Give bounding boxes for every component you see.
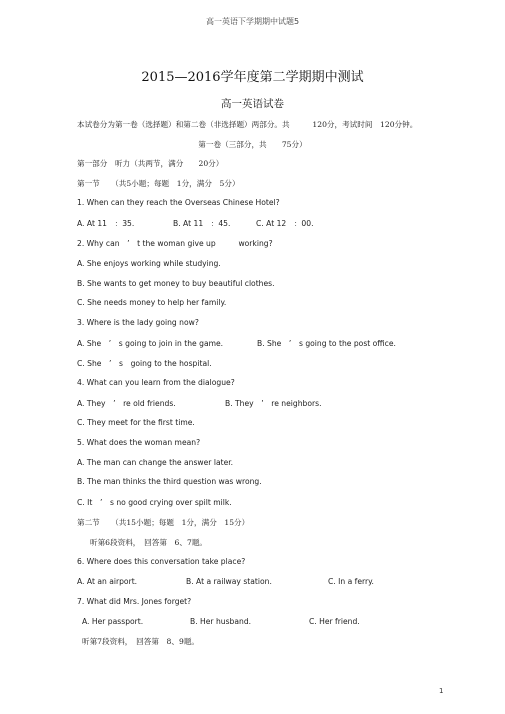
question-3-option-a: A. She ’ s going to join in the game. xyxy=(77,339,224,348)
listening-instruction-6: 听第6段资料， 回答第 6、7题。 xyxy=(90,538,208,547)
question-1-option-b: B. At 11 ：45. xyxy=(173,219,231,228)
part-one-heading: 第一部分 听力（共两节，满分 20分） xyxy=(77,159,224,168)
page-number: 1 xyxy=(439,687,444,695)
question-5-stem: 5. What does the woman mean? xyxy=(77,438,201,447)
question-6-option-c: C. In a ferry. xyxy=(328,577,374,586)
question-4-option-b: B. They ’ re neighbors. xyxy=(225,399,322,408)
question-6-option-a: A. At an airport. xyxy=(77,577,138,586)
question-7-option-b: B. Her husband. xyxy=(190,617,252,626)
question-4-stem: 4. What can you learn from the dialogue? xyxy=(77,378,235,387)
question-5-option-b: B. The man thinks the third question was wrong. xyxy=(77,477,262,486)
question-2-option-c: C. She needs money to help her family. xyxy=(77,298,227,307)
question-3-option-c: C. She ’ s going to the hospital. xyxy=(77,359,212,368)
exam-intro: 本试卷分为第一卷（选择题）和第二卷（非选择题）两部分。共 120分，考试时间 120分钟。 xyxy=(77,120,418,129)
question-6-stem: 6. Where does this conversation take place? xyxy=(77,557,246,566)
question-1-option-a: A. At 11 ：35. xyxy=(77,219,135,228)
volume-one-heading: 第一卷（三部分，共 75分） xyxy=(198,140,307,149)
question-2-option-b: B. She wants to get money to buy beautiful clothes. xyxy=(77,279,275,288)
question-2-option-a: A. She enjoys working while studying. xyxy=(77,259,221,268)
question-5-option-a: A. The man can change the answer later. xyxy=(77,458,234,467)
question-2-stem: 2. Why can ’ t the woman give up working? xyxy=(77,239,273,248)
question-7-option-a: A. Her passport. xyxy=(82,617,144,626)
question-1-stem: 1. When can they reach the Overseas Chinese Hotel? xyxy=(77,198,280,207)
section-two-heading: 第二节 （共15小题；每题 1分，满分 15分） xyxy=(77,518,250,527)
section-one-heading: 第一节 （共5小题；每题 1分，满分 5分） xyxy=(77,179,240,188)
page-header: 高一英语下学期期中试题5 xyxy=(205,17,300,26)
question-6-option-b: B. At a railway station. xyxy=(186,577,272,586)
exam-subtitle: 高一英语试卷 xyxy=(221,98,284,110)
question-7-option-c: C. Her friend. xyxy=(309,617,360,626)
question-5-option-c: C. It ’ s no good crying over spilt milk. xyxy=(77,498,232,507)
question-4-option-c: C. They meet for the first time. xyxy=(77,418,195,427)
question-3-option-b: B. She ’ s going to the post office. xyxy=(257,339,396,348)
question-4-option-a: A. They ’ re old friends. xyxy=(77,399,176,408)
question-3-stem: 3. Where is the lady going now? xyxy=(77,318,199,327)
question-1-option-c: C. At 12 ：00. xyxy=(256,219,314,228)
exam-title: 2015—2016学年度第二学期期中测试 xyxy=(141,70,364,85)
listening-instruction-7: 听第7段资料， 回答第 8、9题。 xyxy=(82,637,200,646)
question-7-stem: 7. What did Mrs. Jones forget? xyxy=(77,597,192,606)
